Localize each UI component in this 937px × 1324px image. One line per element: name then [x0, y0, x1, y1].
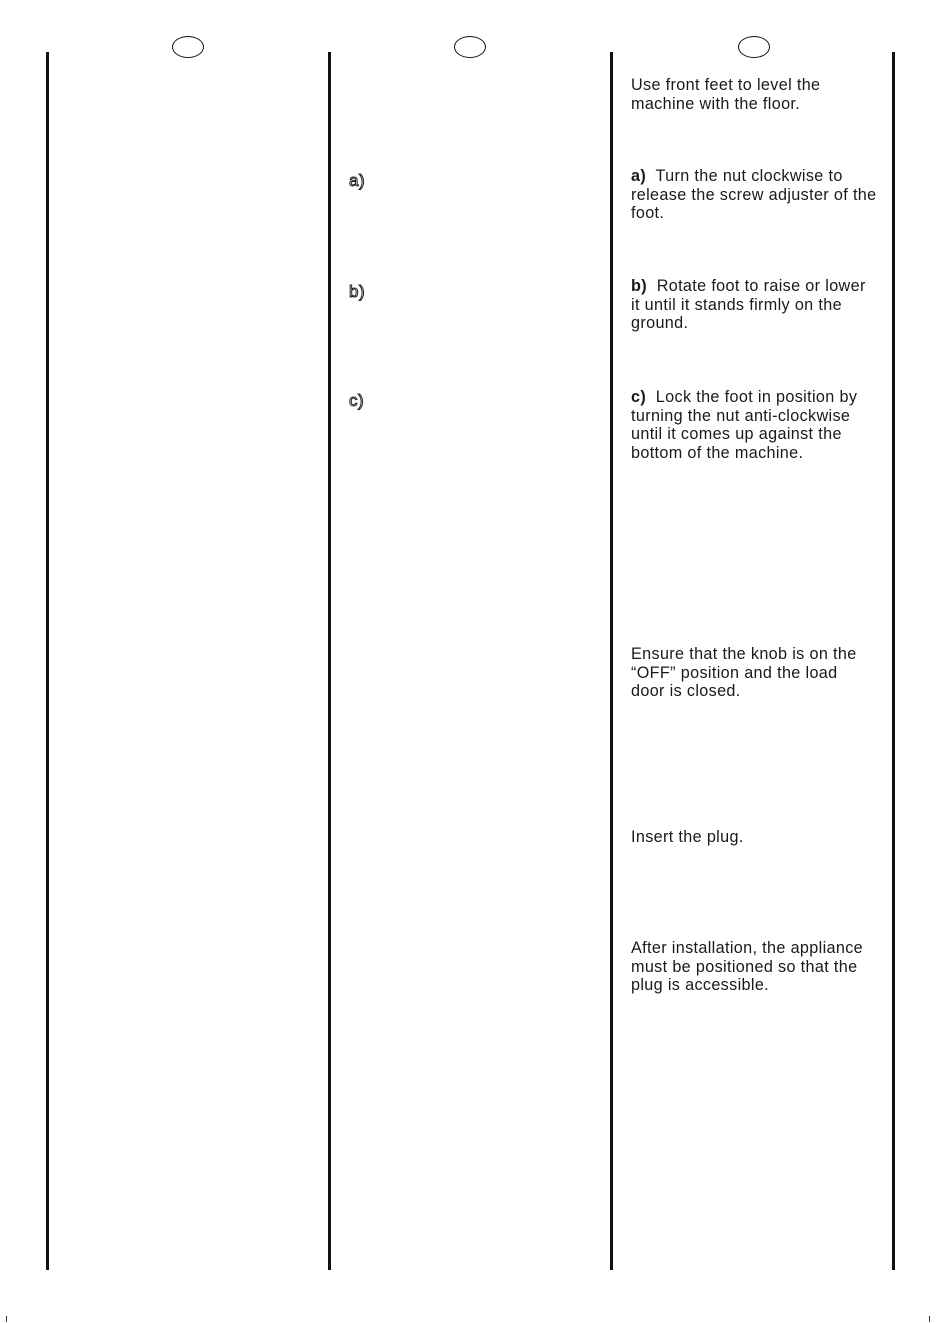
column-rule-2 [328, 52, 331, 1270]
crop-mark-right [929, 1316, 930, 1322]
step-b-label: b) [631, 277, 647, 295]
step-a-label: a) [631, 167, 647, 185]
col2-step-c-marker: c) [349, 391, 365, 410]
column-rule-3 [610, 52, 613, 1270]
crop-mark-left [6, 1316, 7, 1322]
step-c-instruction [631, 388, 871, 462]
language-oval-col3 [738, 36, 770, 58]
col2-step-a-marker: a) [349, 171, 366, 190]
step-a-text: Turn the nut clockwise to release the screw adjuster of the foot. [631, 167, 877, 222]
step-c-text: Lock the foot in position by turning the nut anti-clockwise until it comes up against the bottom of the machine. [631, 388, 858, 462]
step-b-text: Rotate foot to raise or lower it until it stands firmly on the ground. [631, 277, 866, 332]
col2-step-b-marker: b) [349, 282, 366, 301]
step-c-label: c) [631, 388, 647, 406]
step-a-instruction [631, 167, 881, 223]
language-oval-col2 [454, 36, 486, 58]
after-installation-note: After installation, the appliance must be positioned so that the plug is accessible. [631, 939, 864, 994]
column-rule-right [892, 52, 895, 1270]
column-rule-left [46, 52, 49, 1270]
insert-plug-instruction: Insert the plug. [631, 828, 744, 846]
feet-level-instruction: Use front feet to level the machine with the floor. [631, 76, 821, 113]
step-b-instruction [631, 277, 871, 333]
knob-off-instruction: Ensure that the knob is on the “OFF” position and the load door is closed. [631, 645, 857, 700]
language-oval-col1 [172, 36, 204, 58]
